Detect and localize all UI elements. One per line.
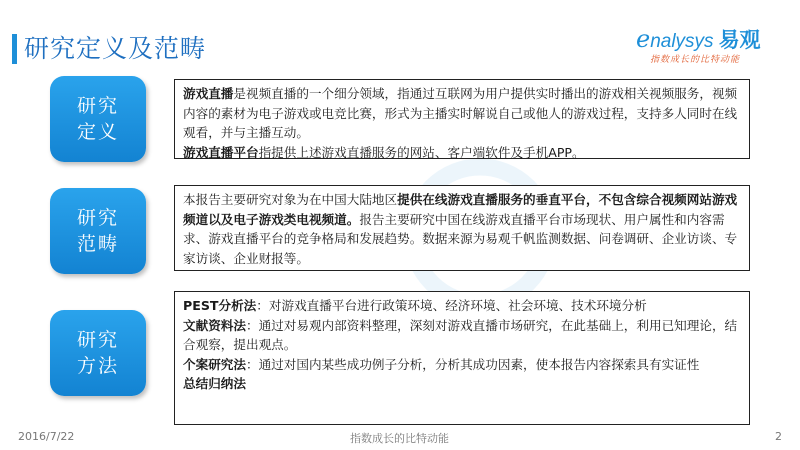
scope-box [174,185,750,271]
logo-chinese-name: 易观 [718,28,761,52]
method-name: 文献资料法 [183,317,246,333]
scope-text: 报告主要研究中国在线游戏直播平台市场现状、用户属性和内容需求、游戏直播平台的竞争格局和发展趋势。数据来源为易观千帆监测数据、问卷调研、企业访谈、专家访谈、企业财报等。 [183,211,738,266]
definition-text: 指提供上述游戏直播服务的网站、客户端软件及手机APP。 [258,144,585,160]
scope-highlight: 提供在线游戏直播服务的垂直平台，不包含综合视频网站游戏频道以及电子游戏类电视频道。 [183,192,738,227]
logo-word: nalysys [650,31,714,52]
badge-research-definition [50,76,146,162]
method-name: 个案研究法 [183,356,246,372]
scope-paragraph [183,190,741,268]
method-item [183,355,741,375]
footer-slogan: 指数成长的比特动能 [350,432,449,445]
badge-label: 研究方法 [76,329,119,377]
method-item [183,374,741,394]
logo-swoosh-letter: e [636,25,651,53]
method-box [174,291,750,425]
page-title: 研究定义及范畴 [24,34,207,63]
method-desc: ：对游戏直播平台进行政策环境、经济环境、社会环境、技术环境分析 [256,298,647,313]
definition-paragraph [183,143,741,163]
term-game-live-platform: 游戏直播平台 [183,144,259,160]
badge-label: 研究范畴 [76,207,119,255]
analysys-logo [636,26,786,70]
logo-wordmark [636,26,761,52]
badge-research-scope [50,188,146,274]
method-desc: ：通过对国内某些成功例子分析，分析其成功因素，使本报告内容探索具有实证性 [245,356,700,372]
badge-research-method [50,310,146,396]
method-name: PEST分析法 [183,298,257,313]
method-desc: ：通过对易观内部资料整理，深刻对游戏直播市场研究，在此基础上，利用已知理论，结合观察，提出观点。 [183,317,738,352]
definition-text: 是视频直播的一个细分领域，指通过互联网为用户提供实时播出的游戏相关视频服务，视频内容的素材为电子游戏或电竞比赛，形式为主播实时解说自己或他人的游戏过程，支持多人同时在线观看，并与主播互动。 [183,86,738,140]
method-item [183,316,741,355]
badge-label: 研究定义 [76,95,119,143]
method-item [183,296,741,316]
title-accent-bar [12,34,17,64]
definition-paragraph [183,84,741,143]
method-name: 总结归纳法 [183,376,246,391]
definition-box [174,79,750,159]
page-number: 2 [775,430,782,443]
term-game-live: 游戏直播 [183,86,234,101]
footer-date: 2016/7/22 [18,430,75,443]
scope-text: 本报告主要研究对象为在中国大陆地区 [183,192,398,207]
logo-tagline: 指数成长的比特动能 [650,55,741,65]
